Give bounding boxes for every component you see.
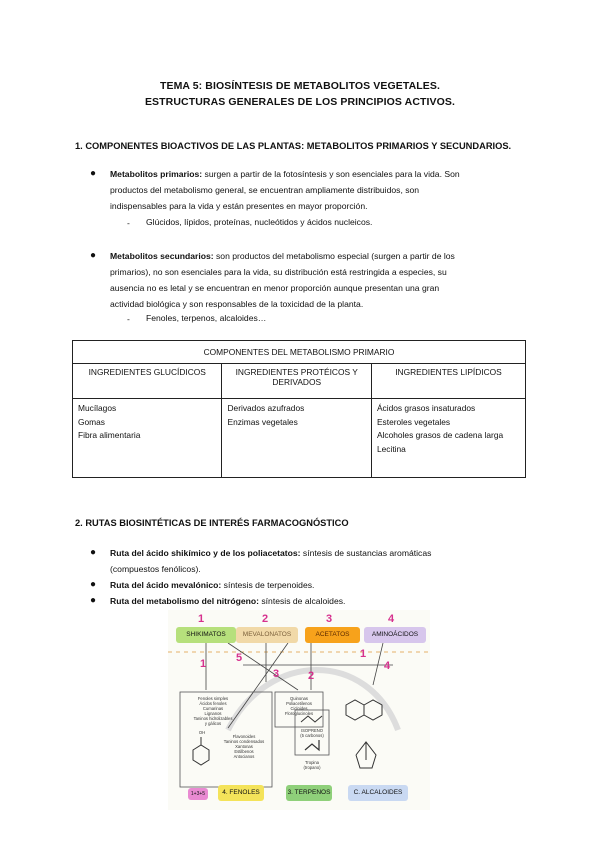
phenol-item: Fenoles simples xyxy=(197,696,229,701)
quinone-item: Cicloides xyxy=(290,706,308,711)
isoprene-label xyxy=(296,728,328,738)
cell-line: Ácidos grasos insaturados xyxy=(376,403,476,413)
text: actividad biológica y son responsables de la toxicidad de la planta. xyxy=(110,299,364,309)
bullet-icon: ● xyxy=(90,595,97,606)
phenol-item: Cumarinas xyxy=(202,706,224,711)
tropine-item: (tropano) xyxy=(303,765,321,770)
dash-icon: - xyxy=(127,218,130,228)
text: ausencia no es letal y se encuentran en menor proporción aunque presentan una gran xyxy=(110,283,440,293)
column-header: INGREDIENTES GLUCÍDICOS xyxy=(73,364,222,399)
title-line-2: ESTRUCTURAS GENERALES DE LOS PRINCIPIOS ACTIVOS. xyxy=(144,96,456,108)
fenoles-box: 4. FENOLES xyxy=(218,785,264,801)
text: primarios), no son esenciales para la vida, su distribución está restringida a especies, su xyxy=(110,267,447,277)
quinone-item: Quinonas xyxy=(290,696,308,701)
title-line-1: TEMA 5: BIOSÍNTESIS DE METABOLITOS VEGETALES. xyxy=(159,80,441,92)
isoprene-skeleton xyxy=(305,740,319,750)
text: surgen a partir de la fotosíntesis y son esenciales para la vida. Son xyxy=(202,169,460,179)
acetatos-box: ACETATOS xyxy=(305,627,360,643)
cell-line: Esteroles vegetales xyxy=(376,416,451,427)
route-number: 3 xyxy=(326,613,333,625)
isoprene-item: ISOPRENO xyxy=(300,728,324,733)
cell-line: Enzimas vegetales xyxy=(227,416,298,427)
section-2-heading: 2. RUTAS BIOSINTÉTICAS DE INTERÉS FARMACOGNÓSTICO xyxy=(75,518,349,528)
bullet-secundarios xyxy=(110,248,530,312)
section-1-heading: 1. COMPONENTES BIOACTIVOS DE LAS PLANTAS: METABOLITOS PRIMARIOS Y SECUNDARIOS. xyxy=(75,141,512,151)
text: síntesis de sustancias aromáticas xyxy=(300,548,432,558)
bullet-icon: ● xyxy=(90,168,97,179)
route-number: 4 xyxy=(388,613,395,625)
flavonoid-item: Estilbenos xyxy=(234,749,254,754)
column-header: INGREDIENTES PROTÉICOS Y DERIVADOS xyxy=(222,364,371,399)
flavonoid-list xyxy=(216,734,272,759)
metabolism-table xyxy=(72,340,526,478)
term-secundarios: Metabolitos secundarios: xyxy=(110,251,214,261)
bullet-icon: ● xyxy=(90,250,97,261)
isoprene-item: (5 carbonos) xyxy=(300,733,324,738)
example-secundarios: Fenoles, terpenos, alcaloides… xyxy=(146,313,267,323)
isoprene-skeleton xyxy=(301,716,322,722)
cell-line: Fibra alimentaria xyxy=(78,430,141,440)
dash-icon: - xyxy=(127,314,130,324)
route-term: Ruta del metabolismo del nitrógeno: xyxy=(110,596,259,606)
text: síntesis de terpenoides. xyxy=(221,580,315,590)
flavonoid-item: Antocianos xyxy=(233,754,255,759)
cell-line: Mucílagos xyxy=(78,403,117,413)
terpenos-box: 3. TERPENOS xyxy=(286,785,332,801)
route-item xyxy=(110,545,530,577)
phenol-list xyxy=(182,696,244,726)
arrow xyxy=(373,643,383,685)
bullet-primarios xyxy=(110,166,530,214)
route-number: 1 xyxy=(360,648,367,660)
text: síntesis de alcaloides. xyxy=(258,596,346,606)
example-primarios: Glúcidos, lípidos, proteínas, nucleótidos y ácidos nucleicos. xyxy=(146,217,373,227)
oh-label: OH xyxy=(198,730,206,735)
table-cell xyxy=(73,399,222,478)
text: son productos del metabolismo especial (surgen a partir de los xyxy=(213,251,455,261)
route-number: 2 xyxy=(308,670,315,682)
route-number: 2 xyxy=(262,613,269,625)
route-number: 4 xyxy=(384,660,391,672)
table-cell xyxy=(222,399,371,478)
bullet-icon: ● xyxy=(90,547,97,558)
route-number: 3 xyxy=(273,668,280,680)
column-header: INGREDIENTES LIPÍDICOS xyxy=(371,364,525,399)
quinone-item: Poliacetilenos xyxy=(286,701,312,706)
bullet-icon: ● xyxy=(90,579,97,590)
cell-line: Derivados azufrados xyxy=(227,403,305,413)
text: (compuestos fenólicos). xyxy=(110,564,201,574)
combo-box: 1+3+5 xyxy=(188,788,208,800)
tropine-item: Tropina xyxy=(304,760,320,765)
flavonoid-item: Xantonas xyxy=(235,744,253,749)
quinone-item: Floroglucinoles xyxy=(284,711,314,716)
route-term: Ruta del ácido shikímico y de los poliacetatos: xyxy=(110,548,301,558)
cell-line: Lecitina xyxy=(376,443,406,454)
route-item xyxy=(110,593,345,609)
route-item xyxy=(110,577,314,593)
flavonoid-item: Flavonoides xyxy=(232,734,256,739)
text: productos del metabolismo general, se encuentran ampliamente distribuidos, son xyxy=(110,185,420,195)
mevalonatos-box: MEVALONATOS xyxy=(236,627,298,643)
table-cell xyxy=(371,399,525,478)
text: indispensables para la vida y están presentes en mayor proporción. xyxy=(110,201,368,211)
phenol-item: Ácidos fenoles xyxy=(199,701,227,706)
isoquinoline-ring xyxy=(364,700,382,720)
table-header: COMPONENTES DEL METABOLISMO PRIMARIO xyxy=(73,341,526,364)
biosynthesis-diagram xyxy=(168,610,430,810)
phenol-item: Lignanos xyxy=(204,711,222,716)
flavonoid-item: Taninos condensados xyxy=(223,739,265,744)
route-number: 5 xyxy=(236,652,243,664)
arrow xyxy=(228,643,298,690)
term-primarios: Metabolitos primarios: xyxy=(110,169,203,179)
isoquinoline-ring xyxy=(346,700,364,720)
shikimatos-box: SHIKIMATOS xyxy=(176,627,236,643)
cell-line: Alcoholes grasos de cadena larga xyxy=(376,430,504,440)
route-number: 1 xyxy=(200,658,207,670)
benzene-ring xyxy=(193,745,209,765)
route-number: 1 xyxy=(198,613,205,625)
phenol-item: Taninos hidrolizables xyxy=(193,716,233,721)
alcaloides-box: C. ALCALOIDES xyxy=(348,785,408,801)
tropine-label xyxy=(296,760,328,770)
cell-line: Gomas xyxy=(78,416,105,427)
aminoacidos-box: AMINOÁCIDOS xyxy=(364,627,426,643)
phenol-item: y gálicos xyxy=(204,721,222,726)
quinone-list xyxy=(276,696,322,716)
route-term: Ruta del ácido mevalónico: xyxy=(110,580,222,590)
